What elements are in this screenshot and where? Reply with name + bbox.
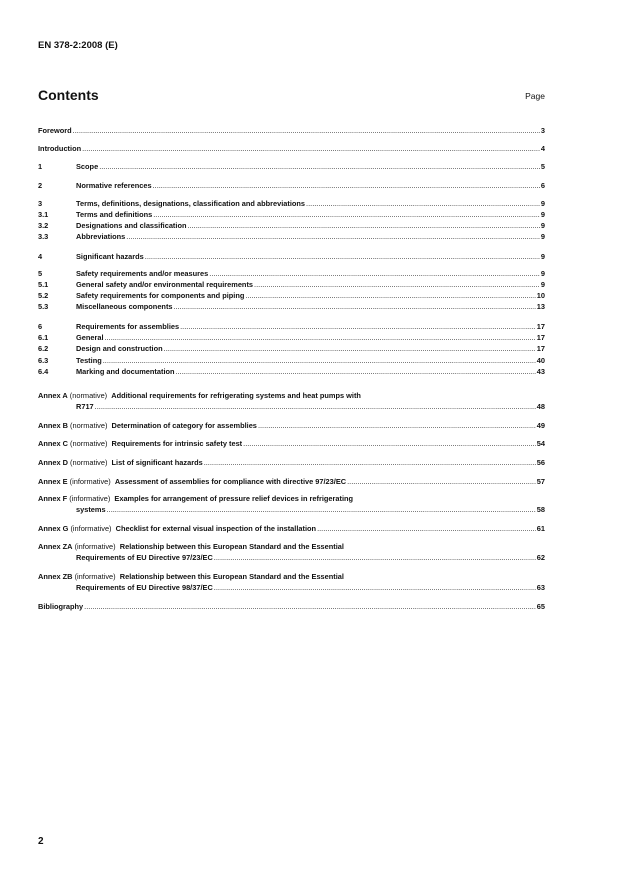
entry-page-number: 3 <box>540 126 545 135</box>
annex-type: (normative) <box>70 421 108 430</box>
toc-entry[interactable] <box>38 220 545 231</box>
dot-leader <box>107 504 536 515</box>
entry-page-number: 49 <box>536 421 545 430</box>
entry-title: General <box>76 333 104 342</box>
annex-title-continued: Requirements of EU Directive 98/37/EC <box>76 583 213 592</box>
toc-line <box>38 198 545 209</box>
entry-page-number: 4 <box>540 144 545 153</box>
toc-line <box>38 390 545 401</box>
toc-line <box>38 209 545 220</box>
document-header: EN 378-2:2008 (E) <box>38 40 118 51</box>
toc-annex-entry[interactable] <box>38 571 545 593</box>
entry-page-number: 63 <box>536 583 545 592</box>
entry-title: Designations and classification <box>76 221 187 230</box>
annex-label: Annex E <box>38 477 68 486</box>
toc-entry[interactable] <box>38 268 545 279</box>
dot-leader <box>180 321 536 332</box>
dot-leader <box>126 231 540 242</box>
entry-page-number: 43 <box>536 367 545 376</box>
annex-title: Relationship between this European Standard and the Essential <box>119 542 344 551</box>
entry-page-number: 13 <box>536 302 545 311</box>
page-title: Contents <box>38 87 99 103</box>
dot-leader <box>347 476 536 487</box>
toc-line <box>38 220 545 231</box>
entry-title: Normative references <box>76 181 152 190</box>
annex-type: (informative) <box>69 477 111 486</box>
toc-annex-entry[interactable] <box>38 523 545 534</box>
entry-title: Safety requirements for components and piping <box>76 291 245 300</box>
dot-leader <box>99 161 540 172</box>
toc-line <box>38 143 545 154</box>
toc-entry[interactable] <box>38 321 545 332</box>
toc-entry[interactable] <box>38 251 545 262</box>
entry-number: 6 <box>38 322 43 331</box>
entry-title: Terms and definitions <box>76 210 153 219</box>
dot-leader <box>103 355 536 366</box>
toc-line-continued <box>38 401 545 412</box>
entry-page-number: 9 <box>540 210 545 219</box>
entry-number: 5.2 <box>38 291 49 300</box>
toc-entry[interactable] <box>38 125 545 136</box>
toc-line <box>38 332 545 343</box>
entry-title: Safety requirements and/or measures <box>76 269 209 278</box>
toc-line <box>38 420 545 431</box>
toc-entry[interactable] <box>38 332 545 343</box>
entry-page-number: 56 <box>536 458 545 467</box>
dot-leader <box>245 290 535 301</box>
entry-page-number: 40 <box>536 356 545 365</box>
dot-leader <box>174 301 536 312</box>
toc-line-continued <box>38 504 545 515</box>
entry-page-number: 5 <box>540 162 545 171</box>
entry-page-number: 9 <box>540 252 545 261</box>
toc-line <box>38 571 545 582</box>
entry-title: Miscellaneous components <box>76 302 173 311</box>
toc-line <box>38 476 545 487</box>
toc-line-continued <box>38 582 545 593</box>
toc-annex-entry[interactable] <box>38 541 545 563</box>
entry-page-number: 48 <box>536 402 545 411</box>
toc-annex-entry[interactable] <box>38 420 545 431</box>
entry-page-number: 62 <box>536 553 545 562</box>
toc-line <box>38 541 545 552</box>
entry-page-number: 17 <box>536 344 545 353</box>
toc-entry[interactable] <box>38 290 545 301</box>
entry-page-number: 17 <box>536 333 545 342</box>
toc-line <box>38 355 545 366</box>
dot-leader <box>254 279 540 290</box>
entry-page-number: 61 <box>536 524 545 533</box>
annex-title: Checklist for external visual inspection of the installation <box>115 524 317 533</box>
annex-label: Annex F <box>38 494 68 503</box>
toc-line <box>38 161 545 172</box>
entry-page-number: 65 <box>536 602 545 611</box>
toc-entry[interactable] <box>38 209 545 220</box>
entry-page-number: 6 <box>540 181 545 190</box>
toc-line <box>38 343 545 354</box>
entry-page-number: 9 <box>540 199 545 208</box>
toc-annex-entry[interactable] <box>38 457 545 468</box>
annex-type: (normative) <box>70 458 108 467</box>
entry-number: 5 <box>38 269 43 278</box>
toc-annex-entry[interactable] <box>38 493 545 515</box>
toc-line <box>38 290 545 301</box>
annex-type: (normative) <box>69 391 108 400</box>
annex-title: Requirements for intrinsic safety test <box>111 439 243 448</box>
entry-number: 2 <box>38 181 43 190</box>
toc-line <box>38 279 545 290</box>
entry-number: 1 <box>38 162 43 171</box>
annex-title: List of significant hazards <box>111 458 203 467</box>
dot-leader <box>82 143 540 154</box>
annex-title: Additional requirements for refrigerating systems and heat pumps with <box>111 391 361 400</box>
page-number: 2 <box>38 836 44 847</box>
entry-page-number: 9 <box>540 232 545 241</box>
toc-annex-entry[interactable] <box>38 438 545 449</box>
toc-line <box>38 268 545 279</box>
dot-leader <box>95 401 536 412</box>
annex-title-continued: systems <box>76 505 106 514</box>
dot-leader <box>317 523 536 534</box>
dot-leader <box>187 220 539 231</box>
entry-number: 3 <box>38 199 43 208</box>
annex-type: (normative) <box>70 439 108 448</box>
annex-type: (informative) <box>74 572 116 581</box>
entry-number: 3.1 <box>38 210 49 219</box>
dot-leader <box>243 438 536 449</box>
dot-leader <box>73 125 540 136</box>
entry-page-number: 17 <box>536 322 545 331</box>
toc-line <box>38 251 545 262</box>
annex-title: Examples for arrangement of pressure relief devices in refrigerating <box>114 494 354 503</box>
dot-leader <box>153 180 540 191</box>
annex-title-continued: Requirements of EU Directive 97/23/EC <box>76 553 213 562</box>
entry-title: Testing <box>76 356 102 365</box>
entry-title: Scope <box>76 162 99 171</box>
entry-number: 6.1 <box>38 333 49 342</box>
entry-page-number: 9 <box>540 280 545 289</box>
entry-title: Bibliography <box>38 602 84 611</box>
annex-type: (informative) <box>69 494 111 503</box>
toc-line <box>38 301 545 312</box>
dot-leader <box>209 268 540 279</box>
toc-annex-entry[interactable] <box>38 476 545 487</box>
toc-entry[interactable] <box>38 180 545 191</box>
entry-number: 6.2 <box>38 344 49 353</box>
toc-entry[interactable] <box>38 161 545 172</box>
toc-line <box>38 125 545 136</box>
toc-entry[interactable] <box>38 231 545 242</box>
dot-leader <box>176 366 536 377</box>
dot-leader <box>153 209 540 220</box>
entry-title: Design and construction <box>76 344 163 353</box>
dot-leader <box>258 420 536 431</box>
dot-leader <box>145 251 540 262</box>
toc-entry[interactable] <box>38 143 545 154</box>
entry-page-number: 9 <box>540 269 545 278</box>
annex-label: Annex B <box>38 421 68 430</box>
annex-label: Annex ZA <box>38 542 73 551</box>
entry-title: Terms, definitions, designations, classification and abbreviations <box>76 199 306 208</box>
toc-entry[interactable] <box>38 301 545 312</box>
annex-label: Annex D <box>38 458 68 467</box>
annex-label: Annex A <box>38 391 68 400</box>
dot-leader <box>204 457 536 468</box>
entry-title: Abbreviations <box>76 232 126 241</box>
annex-title-continued: R717 <box>76 402 94 411</box>
entry-number: 6.3 <box>38 356 49 365</box>
dot-leader <box>214 552 536 563</box>
entry-number: 3.2 <box>38 221 49 230</box>
toc-line <box>38 321 545 332</box>
toc-line <box>38 493 545 504</box>
entry-page-number: 57 <box>536 477 545 486</box>
toc-line <box>38 457 545 468</box>
annex-title: Determination of category for assemblies <box>111 421 257 430</box>
dot-leader <box>84 601 536 612</box>
annex-title: Assessment of assemblies for compliance with directive 97/23/EC <box>114 477 347 486</box>
annex-label: Annex G <box>38 524 69 533</box>
toc-line <box>38 180 545 191</box>
entry-number: 3.3 <box>38 232 49 241</box>
dot-leader <box>105 332 536 343</box>
dot-leader <box>306 198 540 209</box>
entry-title: Significant hazards <box>76 252 144 261</box>
entry-title: Foreword <box>38 126 72 135</box>
annex-label: Annex C <box>38 439 68 448</box>
entry-page-number: 9 <box>540 221 545 230</box>
entry-number: 4 <box>38 252 43 261</box>
entry-number: 6.4 <box>38 367 49 376</box>
annex-title: Relationship between this European Standard and the Essential <box>119 572 344 581</box>
toc-entry[interactable] <box>38 355 545 366</box>
toc-entry[interactable] <box>38 366 545 377</box>
entry-page-number: 54 <box>536 439 545 448</box>
entry-title: General safety and/or environmental requirements <box>76 280 254 289</box>
entry-title: Marking and documentation <box>76 367 175 376</box>
toc-bibliography[interactable] <box>38 601 545 612</box>
toc-line <box>38 438 545 449</box>
entry-title: Requirements for assemblies <box>76 322 180 331</box>
toc-line <box>38 601 545 612</box>
annex-type: (informative) <box>70 524 112 533</box>
entry-title: Introduction <box>38 144 82 153</box>
toc-line <box>38 366 545 377</box>
toc-line-continued <box>38 552 545 563</box>
toc-entry[interactable] <box>38 279 545 290</box>
annex-type: (informative) <box>74 542 116 551</box>
entry-page-number: 58 <box>536 505 545 514</box>
toc-line <box>38 523 545 534</box>
dot-leader <box>214 582 536 593</box>
annex-label: Annex ZB <box>38 572 73 581</box>
entry-number: 5.1 <box>38 280 49 289</box>
toc-entry[interactable] <box>38 198 545 209</box>
page-column-label: Page <box>525 91 545 101</box>
toc-line <box>38 231 545 242</box>
toc-entry[interactable] <box>38 343 545 354</box>
entry-number: 5.3 <box>38 302 49 311</box>
dot-leader <box>164 343 536 354</box>
toc-annex-entry[interactable] <box>38 390 545 412</box>
entry-page-number: 10 <box>536 291 545 300</box>
